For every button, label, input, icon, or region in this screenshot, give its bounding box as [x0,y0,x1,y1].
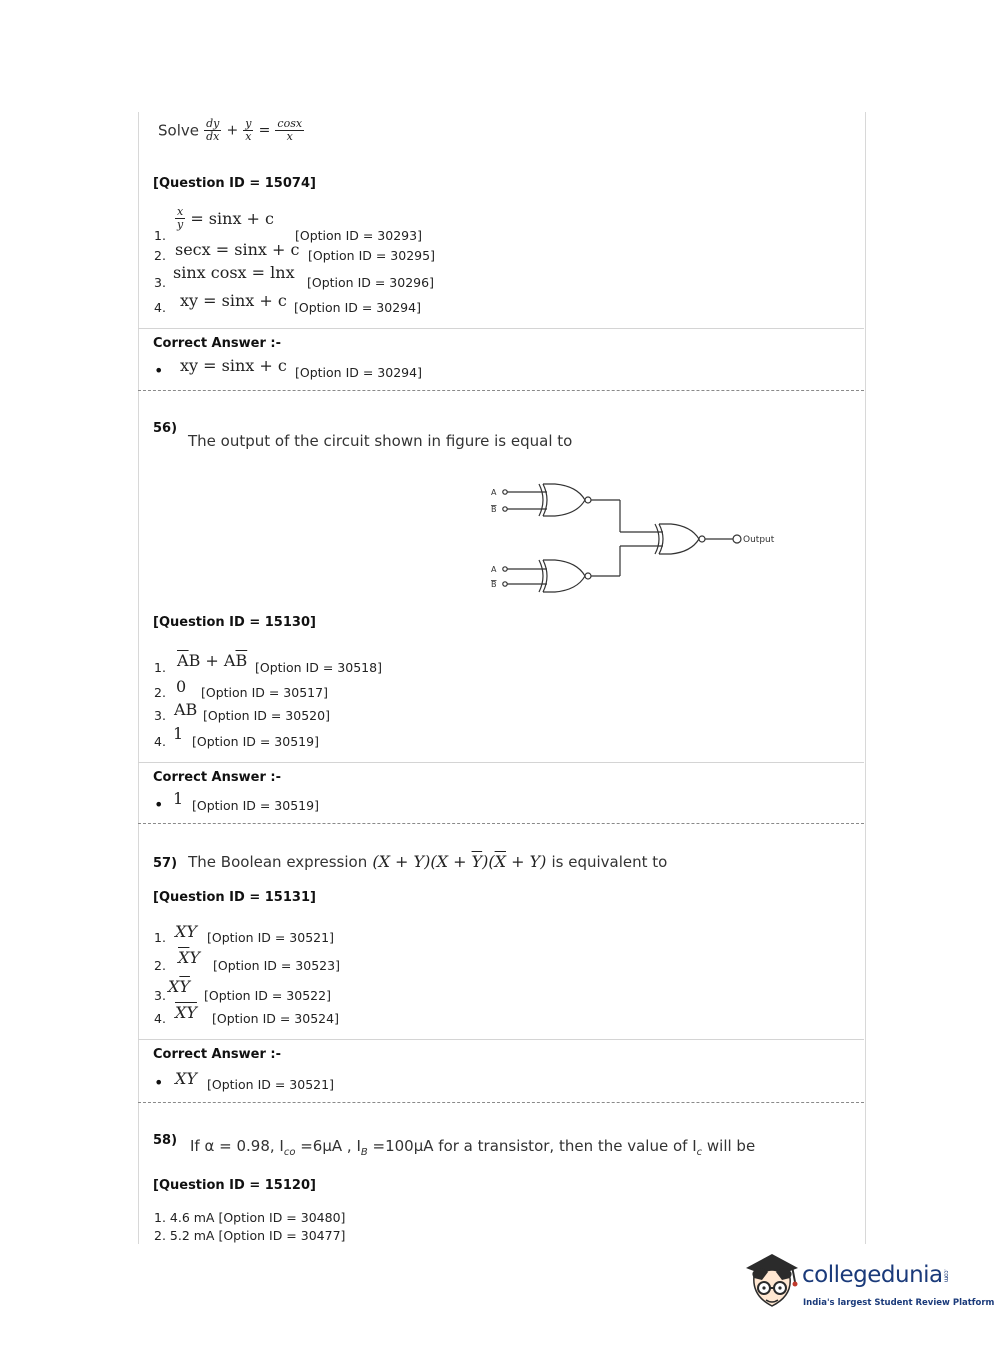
frac-cosx-x: $\frac{\cos x}{x}$ [277,117,303,143]
q55-option-4-id: [Option ID = 30294] [294,300,421,315]
brand-name: collegedunia.com [802,1262,950,1288]
question-separator [138,390,864,391]
q57-option-1-expr: XY [175,922,197,941]
q55-option-2-id: [Option ID = 30295] [308,248,435,263]
q55-option-4-number: 4. [154,300,166,315]
q57-option-2-number: 2. [154,958,166,973]
q55-option-2-number: 2. [154,248,166,263]
q58-option-2: 2. 5.2 mA [Option ID = 30477] [154,1228,346,1243]
q55-correct-label: Correct Answer :- [153,336,281,351]
q57-option-1-id: [Option ID = 30521] [207,930,334,945]
logic-circuit-diagram [485,480,785,600]
divider [138,1039,864,1040]
q57-option-4-expr: $\overline{XY}$ [175,1003,197,1022]
divider [138,328,864,329]
circuit-label-a1: A [491,488,497,497]
q56-option-3-number: 3. [154,708,166,723]
q55-option-1-expr: $\frac{x}{y}$ = sinx + c [177,205,274,231]
q56-option-4-id: [Option ID = 30519] [192,734,319,749]
bullet: • [154,795,164,814]
q57-option-4-id: [Option ID = 30524] [212,1011,339,1026]
q56-number: 56) [153,421,178,436]
q55-option-1-number: 1. [154,228,166,243]
q57-question [153,852,667,871]
q56-option-3-id: [Option ID = 30520] [203,708,330,723]
q55-option-3-id: [Option ID = 30296] [307,275,434,290]
frac-yx: $\frac{y}{x}$ [245,117,252,143]
q57-option-3-id: [Option ID = 30522] [204,988,331,1003]
q56-option-3-expr: AB [174,700,198,719]
q57-option-2-id: [Option ID = 30523] [213,958,340,973]
q57-option-3-number: 3. [154,988,166,1003]
divider [138,762,864,763]
q58-question-id: [Question ID = 15120] [153,1178,316,1193]
q57-option-2-expr: $\overline{X}Y$ [178,948,200,967]
q55-option-3-number: 3. [154,275,166,290]
question-separator [138,823,864,824]
q55-option-4-expr: xy = sinx + c [180,291,287,310]
q55-option-1-id: [Option ID = 30293] [295,228,422,243]
q56-option-1-number: 1. [154,660,166,675]
q57-expression: $(X + Y)(X + \overline{Y})(\overline{X} + Y)$ [372,852,547,871]
q55-question-id: [Question ID = 15074] [153,176,316,191]
q56-option-4-number: 4. [154,734,166,749]
q57-correct-label: Correct Answer :- [153,1047,281,1062]
mascot-icon [742,1250,802,1315]
q56-option-4-expr: 1 [173,724,184,743]
q57-correct-id: [Option ID = 30521] [207,1077,334,1092]
q56-correct-label: Correct Answer :- [153,770,281,785]
circuit-label-output: Output [743,535,775,545]
solve-label: Solve [158,121,199,140]
q55-option-3-expr: sinx cosx = lnx [173,263,295,282]
q56-option-2-expr: 0 [176,677,187,696]
q57-correct-expr: XY [175,1069,197,1088]
q56-option-1-id: [Option ID = 30518] [255,660,382,675]
question-separator [138,1102,864,1103]
q56-option-2-id: [Option ID = 30517] [201,685,328,700]
q56-correct-id: [Option ID = 30519] [192,798,319,813]
q57-option-1-number: 1. [154,930,166,945]
q58-option-1: 1. 4.6 mA [Option ID = 30480] [154,1210,346,1225]
q55-equation: Solve $\frac{dy}{dx}$ + $\frac{y}{x}$ = $\frac{\cos x}{x}$ [158,117,303,143]
brand-tagline: India's largest Student Review Platform [803,1298,995,1308]
q55-option-2-expr: secx = sinx + c [175,240,300,259]
q56-correct-expr: 1 [173,789,184,808]
q57-option-3-expr: $X\overline{Y}$ [168,977,190,996]
q55-correct-id: [Option ID = 30294] [295,365,422,380]
bullet: • [154,1073,164,1092]
q56-option-1-expr: $\overline{A}B + A\overline{B}$ [177,651,248,670]
q56-option-2-number: 2. [154,685,166,700]
q58-text: If α = 0.98, $I_{co} =6\mu A$ , $I_B =100\mu A$ for a transistor, then the value of $I_c$ will be [190,1137,756,1158]
q56-text: The output of the circuit shown in figure is equal to [188,432,573,450]
q57-text-b: is equivalent to [551,853,668,871]
q56-question-id: [Question ID = 15130] [153,615,316,630]
circuit-label-a2: A [491,565,497,574]
collegedunia-logo[interactable] [742,1250,995,1320]
q57-question-id: [Question ID = 15131] [153,890,316,905]
q55-correct-expr: xy = sinx + c [180,356,287,375]
circuit-label-b1: B [491,505,497,514]
q57-text-a: The Boolean expression [188,853,368,871]
q57-number: 57) [153,856,178,871]
frac-dydx: $\frac{dy}{dx}$ [206,117,220,143]
bullet: • [154,361,164,380]
circuit-label-b2: B [491,580,497,589]
q57-option-4-number: 4. [154,1011,166,1026]
q58-number: 58) [153,1133,178,1148]
